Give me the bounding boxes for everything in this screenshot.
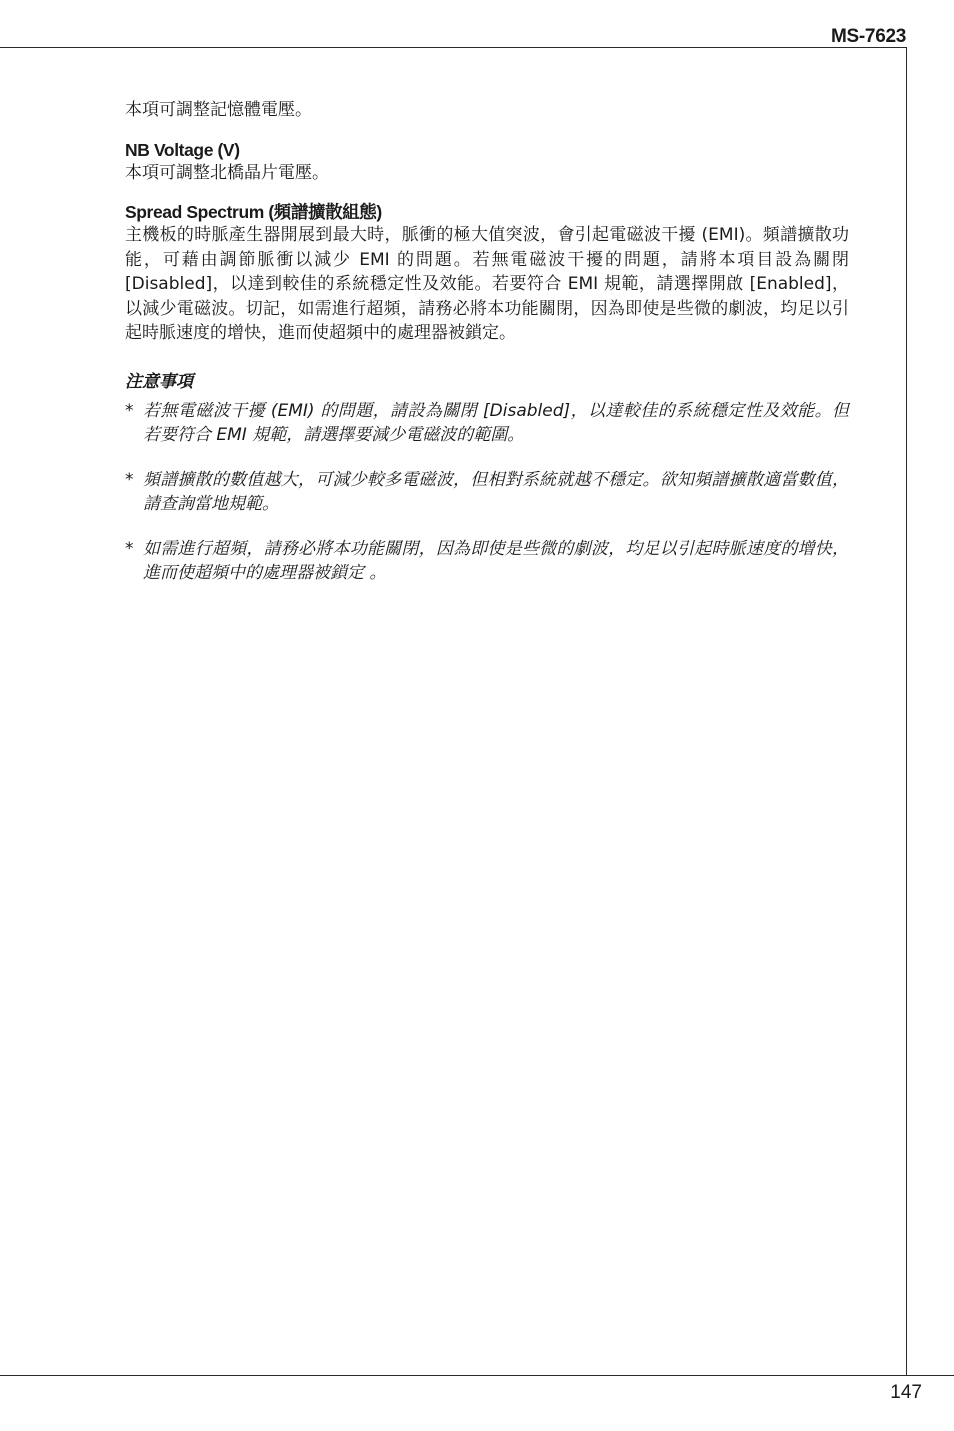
bottom-rule bbox=[0, 1375, 954, 1376]
nb-voltage-description: 本項可調整北橋晶片電壓。 bbox=[125, 162, 329, 183]
intro-paragraph: 本項可調整記憶體電壓。 bbox=[125, 100, 312, 120]
page-number: 147 bbox=[890, 1382, 922, 1403]
note-bullet: * bbox=[125, 469, 134, 490]
note-text: 若無電磁波干擾 (EMI) 的問題，請設為關閉 [Disabled]，以達較佳的系統穩定性及效能。但若要符合 EMI 規範，請選擇要減少電磁波的範圍。 bbox=[143, 400, 849, 445]
page-content bbox=[125, 98, 849, 606]
notes-heading: 注意事項 bbox=[125, 371, 193, 392]
note-item bbox=[125, 537, 849, 586]
top-rule bbox=[0, 47, 907, 48]
spread-spectrum-heading: Spread Spectrum (頻譜擴散組態) bbox=[125, 202, 382, 222]
note-item bbox=[125, 468, 849, 517]
nb-voltage-section bbox=[125, 139, 849, 186]
spread-spectrum-section bbox=[125, 201, 849, 346]
notes-section bbox=[125, 370, 849, 586]
model-number: MS-7623 bbox=[831, 26, 906, 47]
spread-spectrum-description: 主機板的時脈產生器開展到最大時，脈衝的極大值突波，會引起電磁波干擾 (EMI)。頻譜擴散功能，可藉由調節脈衝以減少 EMI 的問題。若無電磁波干擾的問題，請將本項目設為關閉 [Disabled]，以達到較佳的系統穩定性及效能。若要符合 EMI 規範，請選擇開啟 [Enabled]，以減少電磁波。切記，如需進行超頻，請務必將本功能關閉，因為即使是些微的劇波，均足以引起時脈速度的增快，進而使超頻中的處理器被鎖定。 bbox=[125, 225, 849, 343]
side-rule bbox=[906, 47, 907, 1376]
note-text: 如需進行超頻，請務必將本功能關閉，因為即使是些微的劇波，均足以引起時脈速度的增快，進而使超頻中的處理器被鎖定 。 bbox=[143, 538, 849, 583]
note-text: 頻譜擴散的數值越大，可減少較多電磁波，但相對系統就越不穩定。欲知頻譜擴散適當數值，請查詢當地規範。 bbox=[143, 469, 849, 514]
note-bullet: * bbox=[125, 400, 134, 421]
nb-voltage-heading: NB Voltage (V) bbox=[125, 139, 240, 160]
note-item bbox=[125, 399, 849, 448]
note-bullet: * bbox=[125, 538, 134, 559]
